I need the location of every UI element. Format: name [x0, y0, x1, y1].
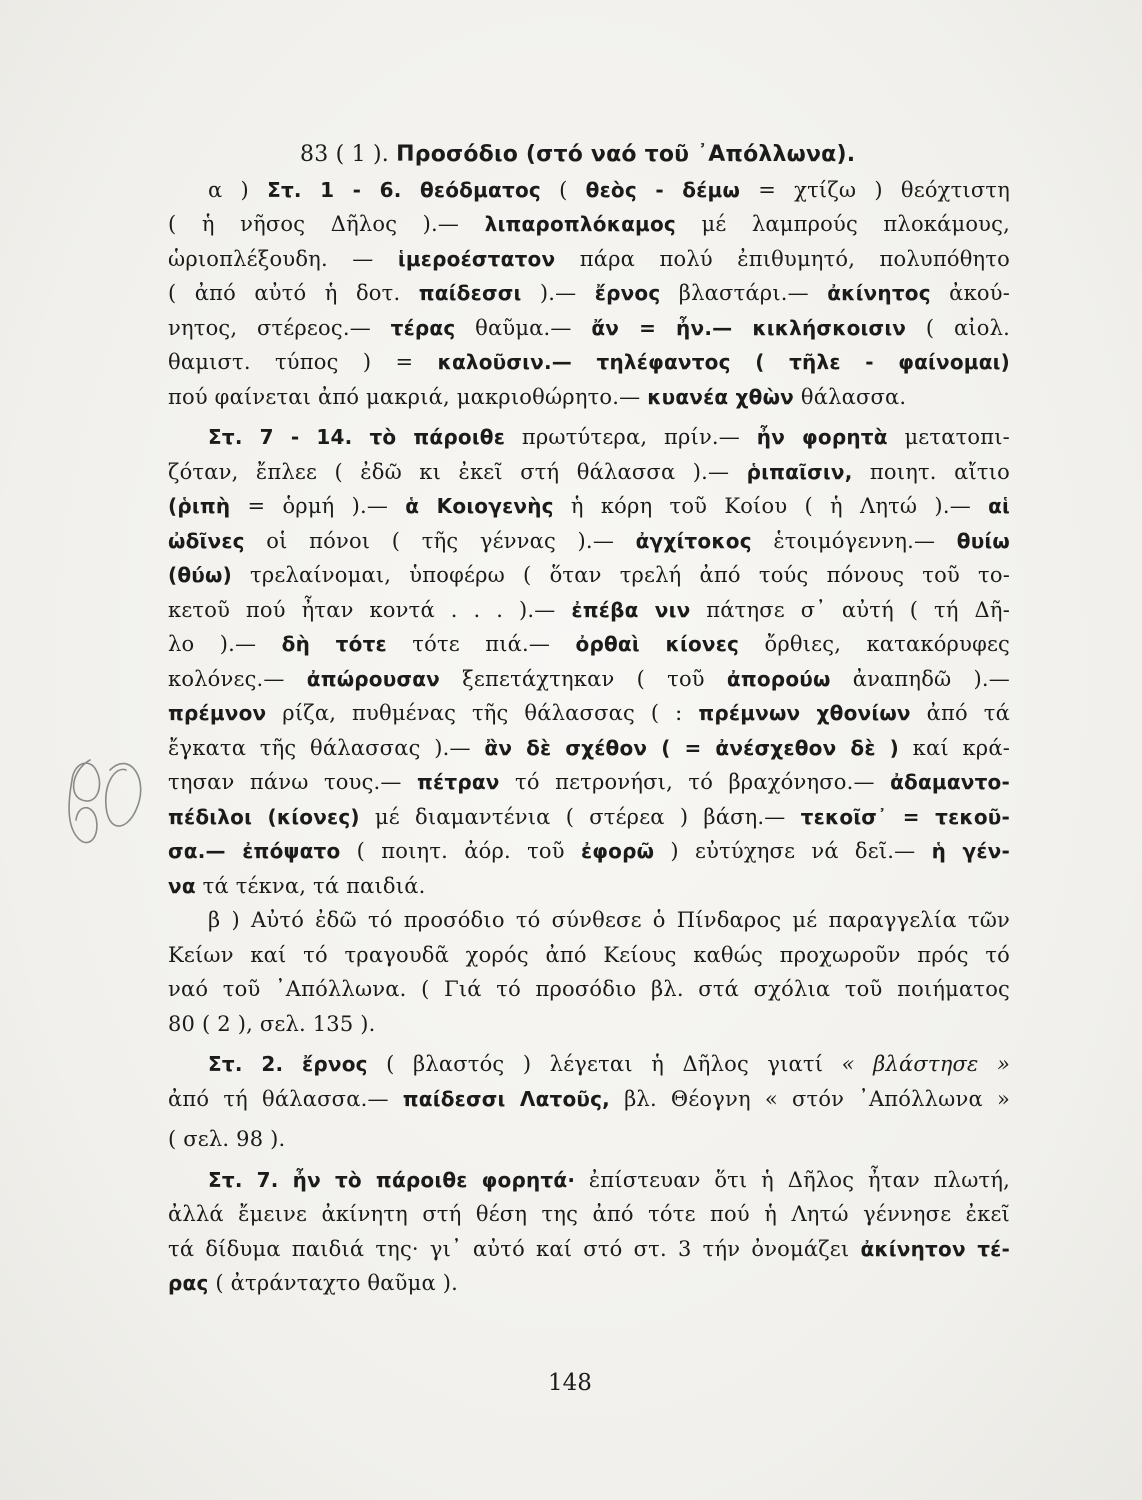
text-segment: ποιητ. αἴτιο: [852, 459, 1010, 484]
text-segment: πέτραν: [417, 770, 500, 794]
text-segment: ἐπίστευαν ὅτι ἡ Δῆλος ἦταν πλωτή,: [575, 1167, 1010, 1192]
text-segment: κολόνες.—: [168, 666, 307, 691]
text-segment: παίδεσσι: [418, 281, 522, 305]
text-segment: Στ. 2. ἔρνος: [208, 1052, 368, 1076]
text-segment: (ῥιπὴ: [168, 494, 231, 518]
text-segment: ) εὐτύχησε νά δεῖ.—: [654, 839, 932, 863]
section-heading: [168, 138, 1010, 173]
text-segment: κετοῦ πού ἦταν κοντά . . . ).—: [168, 597, 572, 622]
text-segment: ἔρνος: [594, 281, 661, 305]
text-segment: ξεπετάχτηκαν ( τοῦ: [440, 666, 727, 691]
text-segment: τά τέκνα, τά παιδιά.: [195, 873, 426, 898]
section-title: Προσόδιο (στό ναό τοῦ ᾿Απόλλωνα).: [396, 142, 856, 167]
text-segment: ἱμεροέστατον: [397, 246, 556, 271]
text-segment: 80 ( 2 ), σελ. 135 ).: [168, 1011, 376, 1036]
text-segment: ῥιπαῖσιν,: [746, 459, 853, 484]
text-segment: ὀρθαὶ κίονες: [575, 632, 740, 656]
text-segment: ἁ Κοιογενὴς: [405, 494, 554, 518]
text-segment: βλ. Θέογνη « στόν ᾿Απόλλωνα »: [610, 1086, 1010, 1111]
text-segment: (: [540, 177, 586, 202]
text-segment: ( ἡ νῆσος Δῆλος ).—: [168, 212, 485, 236]
text-segment: λο ).—: [168, 632, 282, 656]
text-segment: ( βλαστός ) λέγεται ἡ Δῆλος γιατί: [367, 1052, 842, 1076]
text-segment: σα.— ἐπόψατο: [168, 839, 341, 863]
text-line: [168, 380, 1010, 415]
text-line: [168, 800, 1010, 835]
text-line: [168, 627, 1010, 662]
text-segment: πρωτύτερα, πρίν.—: [505, 425, 757, 449]
text-segment: ἀκού-: [930, 281, 1010, 305]
text-segment: ἀδαμαντο-: [890, 770, 1010, 794]
text-line: [168, 903, 1010, 938]
text-segment: ὄρθιες, κατακόρυφες: [739, 632, 1011, 656]
text-line: [168, 593, 1010, 628]
text-segment: δὴ τότε: [281, 632, 387, 656]
section-ref: 83 ( 1 ).: [300, 142, 389, 167]
text-line: [168, 1163, 1010, 1198]
text-segment: ἡ γέν-: [931, 839, 1011, 863]
text-segment: Στ. 7 - 14. τὸ πάροιθε: [208, 425, 506, 449]
text-segment: ἀκίνητος: [827, 281, 931, 305]
text-segment: α ): [208, 177, 268, 202]
text-segment: αἱ: [988, 494, 1011, 518]
text-segment: ζόταν, ἔπλεε ( ἐδῶ κι ἐκεῖ στή θάλασσα ).—: [168, 459, 747, 484]
text-segment: ( ποιητ. ἀόρ. τοῦ: [340, 839, 581, 863]
text-body: [168, 138, 1010, 1301]
text-line: [168, 1266, 1010, 1301]
text-line: [168, 524, 1010, 559]
text-line: [168, 173, 1010, 208]
text-segment: = χτίζω ) θεόχτιστη: [740, 177, 1010, 202]
text-segment: ἔγκατα τῆς θάλασσας ).—: [168, 735, 485, 760]
text-segment: ( αἰολ.: [906, 315, 1010, 340]
text-segment: Στ. 1 - 6. θεόδματος: [267, 177, 541, 202]
text-line: [168, 345, 1010, 380]
text-segment: καί κρά-: [898, 735, 1010, 760]
text-segment: θάλασσα.: [793, 384, 907, 409]
text-segment: ).—: [521, 281, 595, 305]
text-line: [168, 311, 1010, 346]
text-line: [168, 869, 1010, 904]
text-segment: ἀναπηδῶ ).—: [830, 666, 1010, 691]
text-segment: ἑτοιμόγεννη.—: [751, 528, 957, 553]
text-segment: ρας: [168, 1271, 209, 1295]
text-segment: πέδιλοι (κίονες): [168, 804, 360, 829]
handwritten-margin-note: [60, 740, 150, 850]
text-segment: τά δίδυμα παιδιά της· γι᾽ αὐτό καί στό στ. 3 τήν ὀνομάζει: [168, 1236, 861, 1261]
text-segment: ἀγχίτοκος: [635, 528, 752, 553]
text-segment: βλαστάρι.—: [660, 281, 828, 305]
text-segment: ὠδῖνες: [168, 528, 245, 553]
commentary-lines: [168, 173, 1010, 1301]
text-segment: πρέμνον: [168, 701, 267, 725]
text-segment: ἀπώρουσαν: [306, 666, 440, 691]
text-line: [168, 489, 1010, 524]
text-line: [168, 765, 1010, 800]
text-segment: τότε πιά.—: [386, 632, 576, 656]
text-segment: ἄν = ἦν.— κικλήσκοισιν: [591, 315, 907, 340]
text-line: [168, 242, 1010, 277]
text-segment: ( ἀτράνταχτο θαῦμα ).: [208, 1271, 458, 1295]
text-segment: ἐφορῶ: [580, 839, 655, 863]
text-segment: τέρας: [390, 315, 456, 340]
text-segment: ναό τοῦ ᾿Απόλλωνα. ( Γιά τό προσόδιο βλ. στά σχόλια τοῦ ποιήματος: [168, 977, 1010, 1001]
text-line: [168, 834, 1010, 869]
text-segment: λιπαροπλόκαμος: [484, 212, 676, 236]
text-segment: ἡ κόρη τοῦ Κοίου ( ἡ Λητώ ).—: [553, 494, 989, 518]
text-line: [168, 1122, 1010, 1157]
text-segment: β ) Αὐτό ἐδῶ τό προσόδιο τό σύνθεσε ὁ Πίνδαρος μέ παραγγελία τῶν: [208, 908, 1010, 932]
text-line: [168, 938, 1010, 973]
text-line: [168, 1082, 1010, 1117]
text-line: [168, 1047, 1010, 1082]
text-segment: καλοῦσιν.— τηλέφαντος ( τῆλε - φαίνομαι): [437, 350, 1011, 374]
text-segment: ὡριοπλέξουδη. —: [168, 246, 398, 271]
text-segment: θυίω: [956, 528, 1010, 553]
text-line: [168, 558, 1010, 593]
text-segment: ἀκίνητον τέ-: [860, 1236, 1010, 1261]
text-segment: ( σελ. 98 ).: [168, 1127, 286, 1151]
text-line: [168, 276, 1010, 311]
text-line: [168, 455, 1010, 490]
text-segment: « βλάστησε »: [841, 1052, 1011, 1076]
text-segment: να: [168, 873, 196, 898]
text-segment: τρελαίνομαι, ὑποφέρω ( ὅταν τρελή ἀπό τούς πόνους τοῦ το-: [231, 563, 1010, 587]
text-segment: τό πετρονήσι, τό βραχόνησο.—: [499, 770, 891, 794]
text-segment: (θύω): [168, 563, 232, 587]
text-segment: πού φαίνεται ἀπό μακριά, μακριοθώρητο.—: [168, 384, 648, 409]
text-segment: τησαν πάνω τους.—: [168, 770, 418, 794]
text-segment: ἀπό τή θάλασσα.—: [168, 1086, 403, 1111]
text-line: [168, 696, 1010, 731]
text-segment: ἀπό τά: [910, 701, 1011, 725]
text-segment: ἦν φορητὰ: [756, 425, 888, 449]
text-line: [168, 207, 1010, 242]
text-segment: οἱ πόνοι ( τῆς γέννας ).—: [244, 528, 636, 553]
text-line: [168, 662, 1010, 697]
text-segment: πρέμνων χθονίων: [698, 701, 911, 725]
text-segment: τεκοῖσ᾽ = τεκοῦ-: [800, 804, 1010, 829]
text-segment: ἐπέβα νιν: [571, 597, 691, 622]
text-segment: μέ λαμπρούς πλοκάμους,: [675, 212, 1010, 236]
text-segment: ἀλλά ἔμεινε ἀκίνητη στή θέση της ἀπό τότε πού ἡ Λητώ γέννησε ἐκεῖ: [168, 1202, 1010, 1226]
text-line: [168, 972, 1010, 1007]
text-segment: κυανέα χθὼν: [647, 384, 794, 409]
text-line: [168, 420, 1010, 455]
page-number: 148: [548, 1370, 592, 1396]
text-segment: ρίζα, πυθμένας τῆς θάλασσας ( :: [266, 701, 699, 725]
text-segment: θαμιστ. τύπος ) =: [168, 350, 438, 374]
text-segment: = ὁρμή ).—: [230, 494, 406, 518]
text-segment: νητος, στέρεος.—: [168, 315, 391, 340]
text-line: [168, 1007, 1010, 1042]
text-segment: πάρα πολύ ἐπιθυμητό, πολυπόθητο: [555, 246, 1010, 271]
text-segment: Στ. 7. ἦν τὸ πάροιθε φορητά·: [208, 1167, 576, 1192]
text-segment: μετατοπι-: [887, 425, 1010, 449]
text-line: [168, 1232, 1010, 1267]
text-line: [168, 731, 1010, 766]
text-segment: ἀπορούω: [726, 666, 831, 691]
text-segment: Κείων καί τό τραγουδᾶ χορός ἀπό Κείους καθώς προχωροῦν πρός τό: [168, 942, 1010, 967]
text-segment: θαῦμα.—: [455, 315, 592, 340]
text-line: [168, 1197, 1010, 1232]
text-segment: μέ διαμαντένια ( στέρεα ) βάση.—: [359, 804, 801, 829]
text-segment: πάτησε σ᾽ αὐτή ( τή Δῆ-: [690, 597, 1010, 622]
text-segment: ἂν δὲ σχέθον ( = ἀνέσχεθον δὲ ): [484, 735, 899, 760]
text-segment: ( ἀπό αὐτό ἡ δοτ.: [168, 281, 419, 305]
text-segment: θεὸς - δέμω: [585, 177, 741, 202]
text-segment: παίδεσσι Λατοῦς,: [402, 1086, 610, 1111]
